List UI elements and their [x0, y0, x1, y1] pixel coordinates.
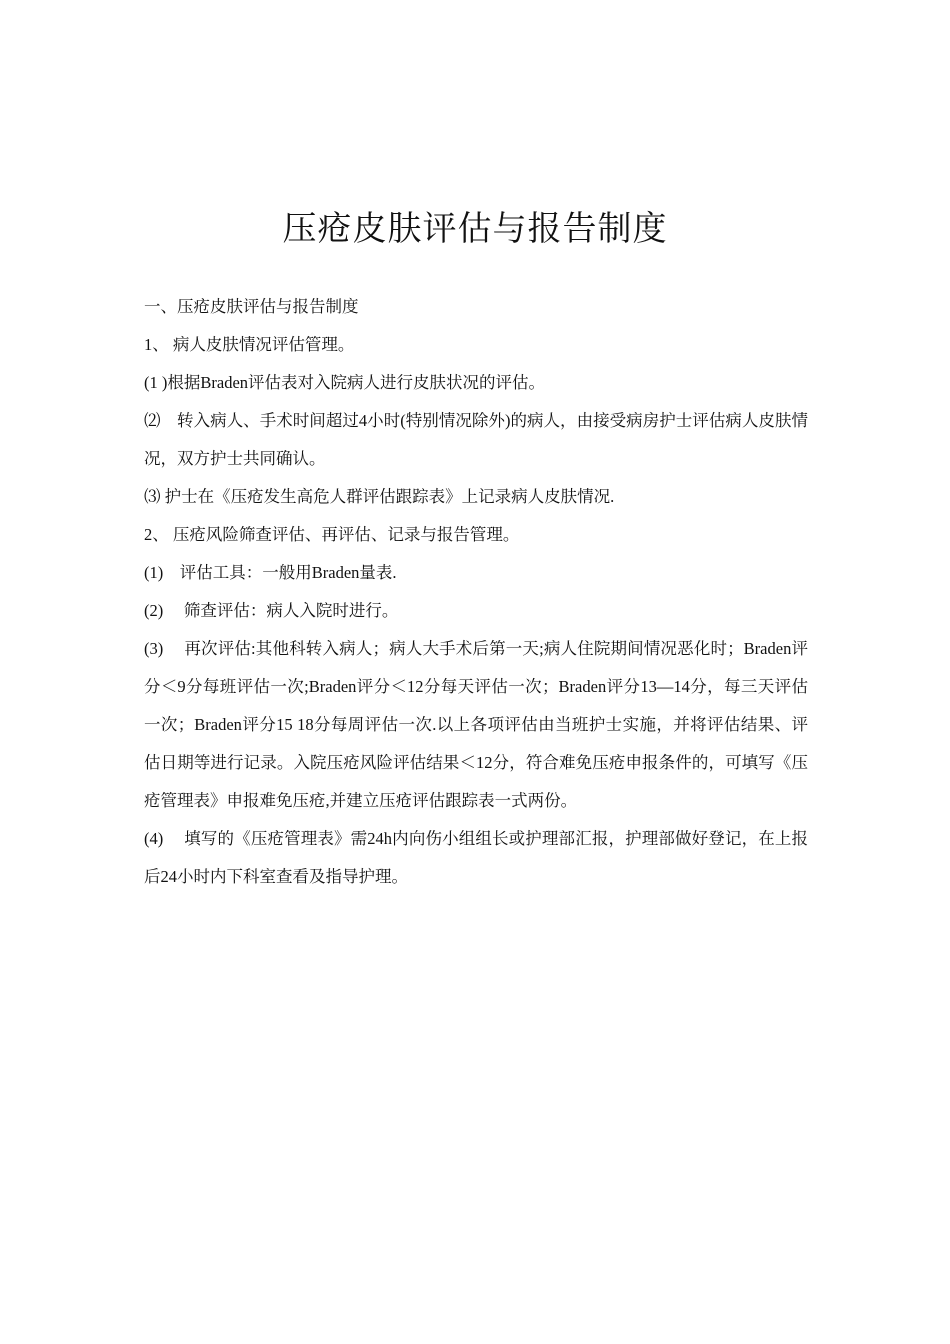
item-heading-1: 1、 病人皮肤情况评估管理。 — [144, 335, 355, 354]
item-heading-2: 2、 压疮风险筛查评估、再评估、记录与报告管理。 — [144, 525, 520, 544]
item-2-1: (1) 评估工具：一般用Braden量表. — [144, 563, 397, 582]
item-1-2: ⑵ 转入病人、手术时间超过4小时(特别情况除外)的病人，由接受病房护士评估病人皮肤情况，双方护士共同确认。 — [144, 411, 808, 468]
item-1-3: ⑶ 护士在《压疮发生高危人群评估跟踪表》上记录病人皮肤情况. — [144, 487, 615, 506]
item-2-3: (3) 再次评估:其他科转入病人；病人大手术后第一天;病人住院期间情况恶化时；Braden评分＜9分每班评估一次;Braden评分＜12分每天评估一次；Braden评分13—14分，每三天评估一次；Braden评分15 18分每周评估一次.以上各项评估由当班护士实施，并将评估结果、评估日期等进行记录。入院压疮风险评估结果＜12分，符合难免压疮申报条件的，可填写《压疮管理表》申报难免压疮,并建立压疮评估跟踪表一式两份。 — [144, 639, 808, 810]
document-body — [144, 288, 808, 896]
document-title: 压疮皮肤评估与报告制度 — [282, 211, 668, 248]
section-heading-1: 一、压疮皮肤评估与报告制度 — [144, 297, 359, 316]
item-2-4: (4) 填写的《压疮管理表》需24h内向伤小组组长或护理部汇报，护理部做好登记，在上报后24小时内下科室查看及指导护理。 — [144, 829, 808, 886]
item-1-1: (1 )根据Braden评估表对入院病人进行皮肤状况的评估。 — [144, 373, 546, 392]
item-2-2: (2) 筛查评估：病人入院时进行。 — [144, 601, 399, 620]
